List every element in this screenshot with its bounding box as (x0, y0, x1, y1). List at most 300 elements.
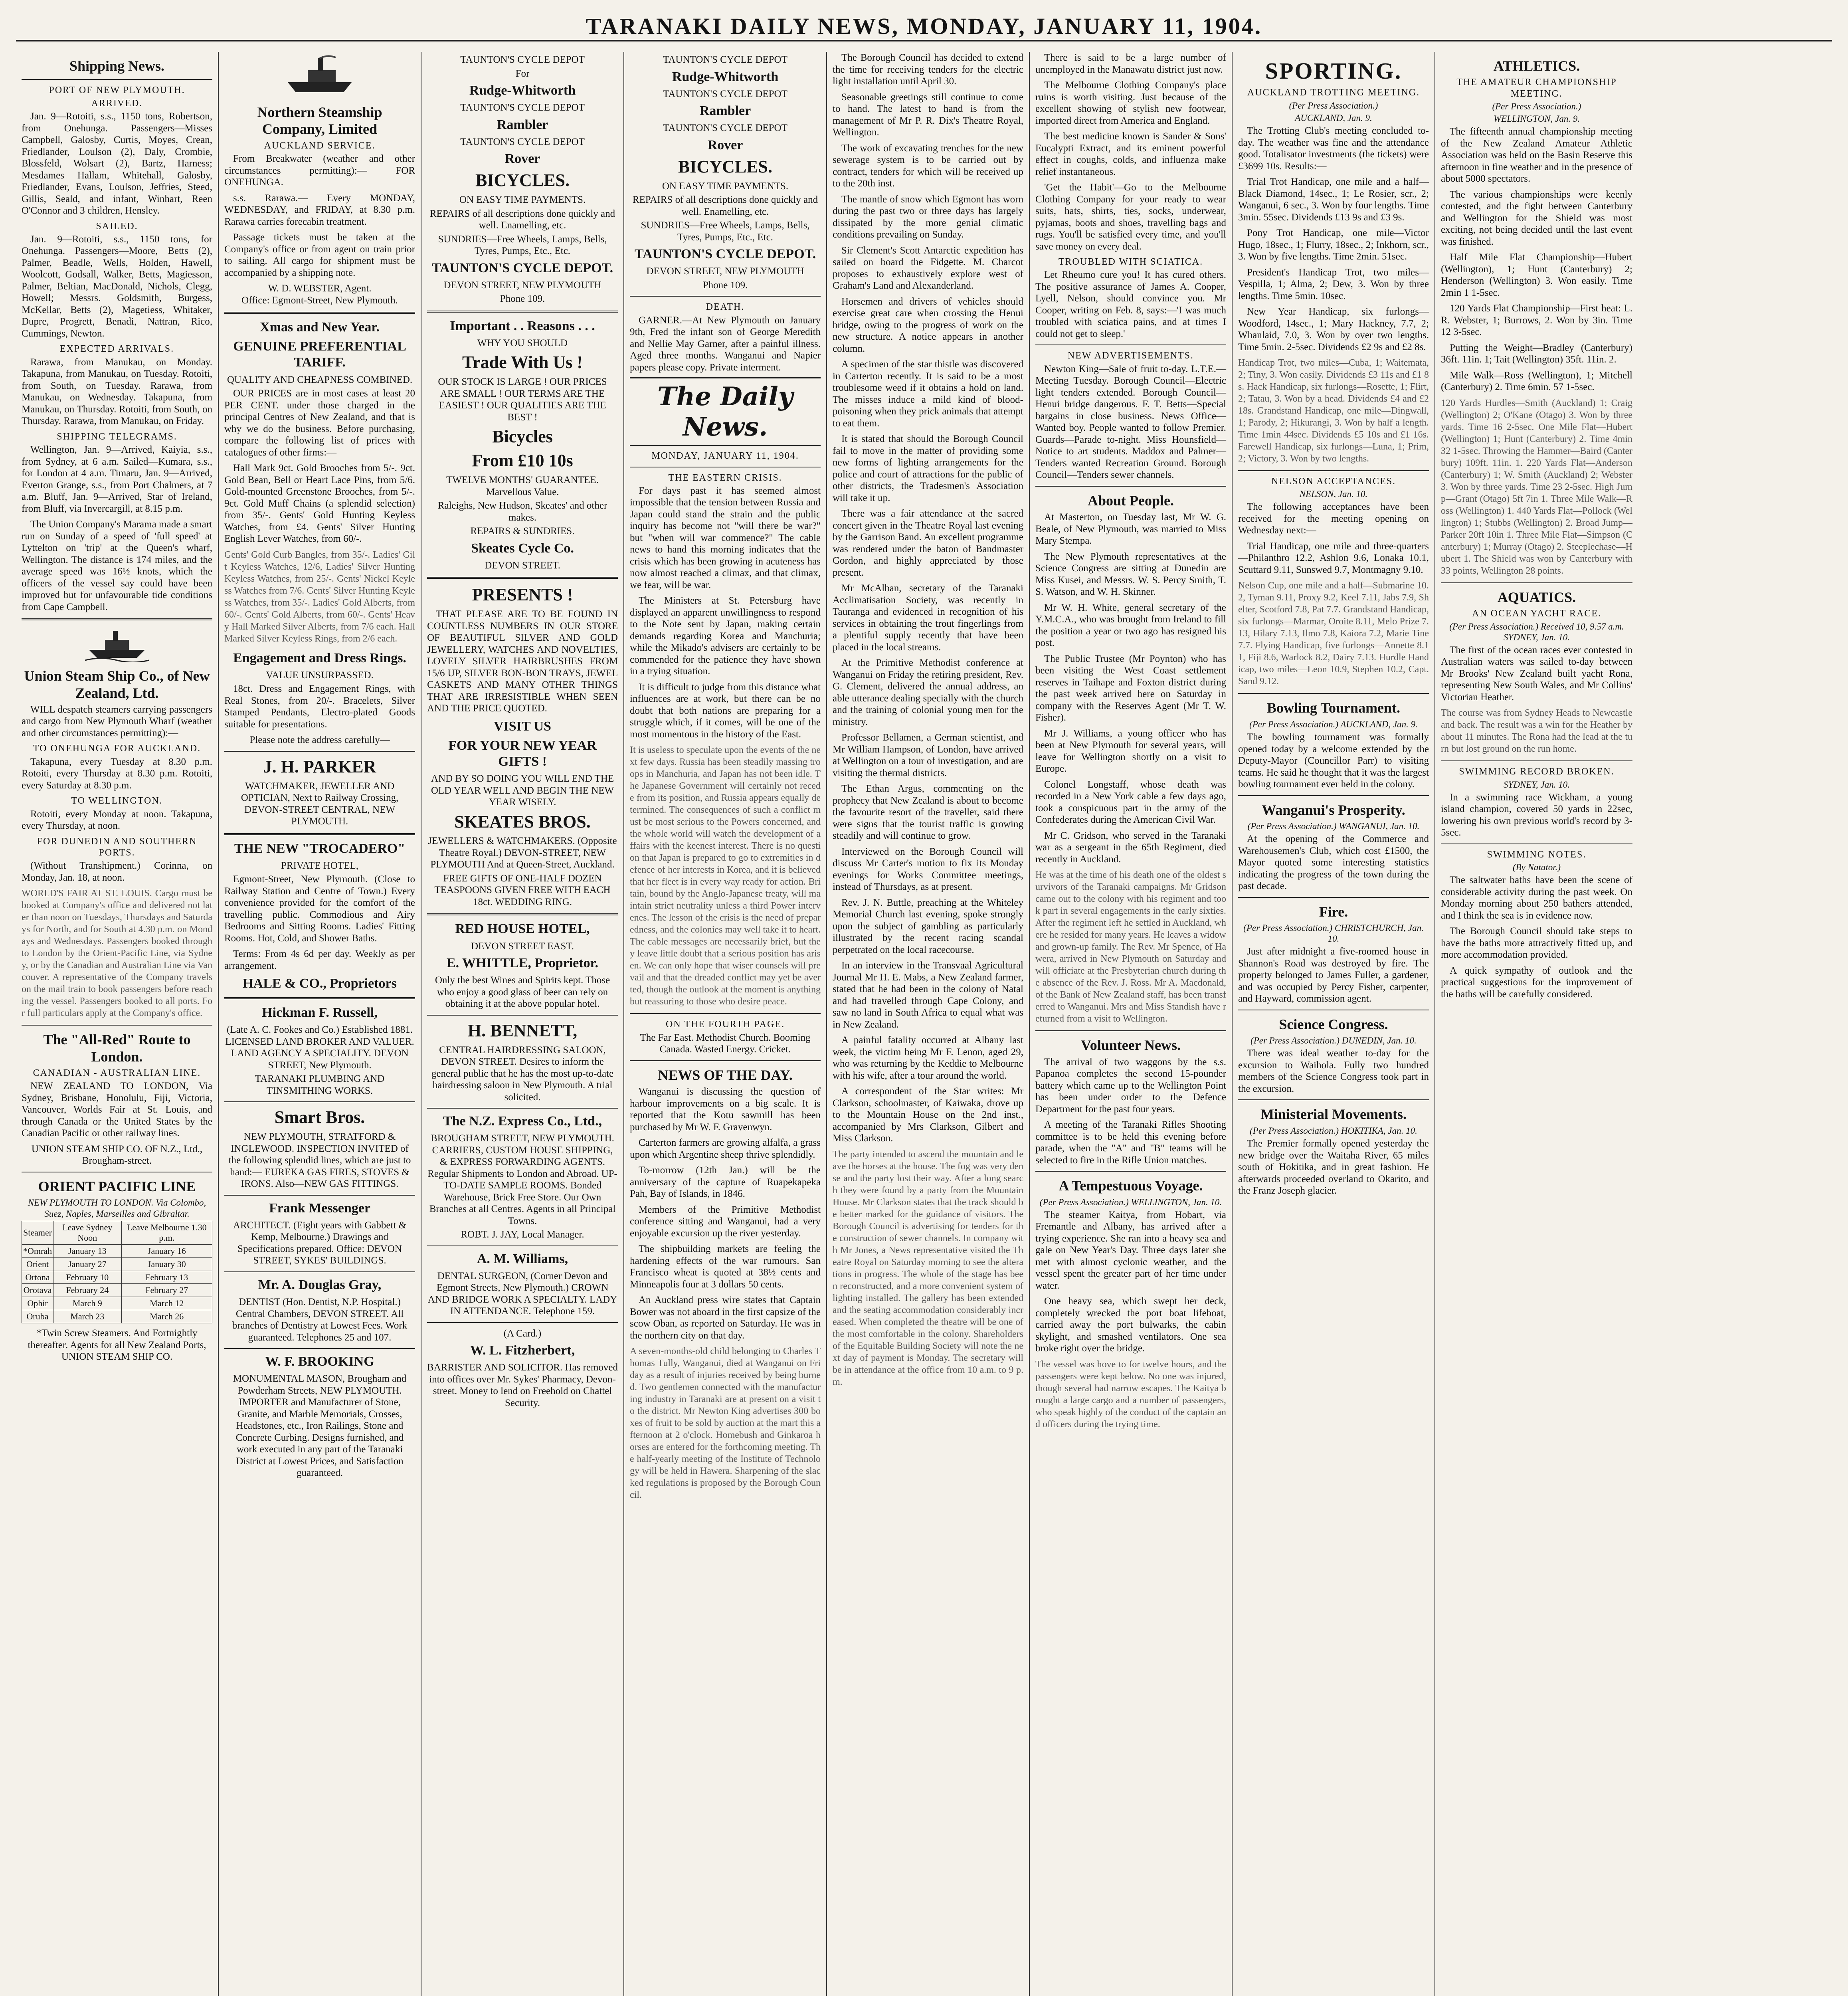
athletics-heading: ATHLETICS. (1493, 58, 1580, 74)
table-row (22, 1257, 212, 1271)
volunteer-paragraph: A meeting of the Taranaki Rifles Shooting committee is to be held this evening before parade, when the "A" and "B" teams will be selected to fire in the Rifle Union matches. (1035, 1119, 1226, 1166)
allred-title: The "All-Red" Route to London. (43, 1032, 191, 1065)
ministerial-heading: Ministerial Movements. (1260, 1106, 1407, 1123)
price-list-filler: Gents' Gold Curb Bangles, from 35/-. Ladies' Gilt Keyless Watches, 12/6, Ladies' Silver Hunting Keyless Watches, from 25/-. Gents' Nickel Keyless Watches from 7/6. Gents' Silver Hunting Keyless Watches, from 35/-. Ladies' Gold Alberts, from 60/-. Gents' Gold Alberts, from 60/-. Gents' Heavy Hall Marked Silver Alberts, from 7/6 each. Hall Marked Silver Keyless Rings, from 2/6 each. (224, 549, 415, 644)
orient-foot: *Twin Screw Steamers. And Fortnightly thereafter. Agents for all New Zealand Ports, UNION STEAM SHIP CO. (28, 1328, 206, 1362)
bicycles-heading: BICYCLES. (678, 156, 772, 176)
tempest-paragraph: The steamer Kaitya, from Hobart, via Fremantle and Albany, has arrived after a trying experience. She ran into a heavy sea and gale on New Year's Day. Three days later she met with almost cyclonic weather, and the vessel spent the greater part of her time under water. (1035, 1209, 1226, 1291)
news-paragraph: The Melbourne Clothing Company's place ruins is worth visiting. Just because of the excellent showing of stylish new footwear, imported direct from America and England. (1035, 80, 1226, 126)
news-paragraph: Members of the Primitive Methodist conference sitting and Wanganui, had a very enjoyable excursion up the river yesterday. (630, 1204, 821, 1239)
nsc-title: Northern Steamship Company, Limited (257, 104, 382, 137)
table-cell: February 10 (53, 1271, 121, 1284)
dateline: (Per Press Association.) AUCKLAND, Jan. 9. (1249, 719, 1418, 729)
dateline: (Per Press Association.) DUNEDIN, Jan. 10. (1250, 1036, 1417, 1046)
repairs-line: REPAIRS of all descriptions done quickly and well. Enamelling, etc. (429, 208, 615, 231)
news-paragraph: The shipbuilding markets are feeling the hardening effects of the war rumours. San Francisco wheat is quoted at 38½ cents and Minneapolis four at 3 dollars 50 cents. (630, 1244, 821, 1290)
new-ads-heading: NEW ADVERTISEMENTS. (1067, 350, 1194, 361)
divider (22, 618, 212, 620)
sport-paragraph: The fifteenth annual championship meeting of the New Zealand Amateur Athletic Association was held on the Basin Reserve this afternoon in fine weather and in the presence of about 5000 spectators. (1441, 126, 1632, 184)
divider (224, 1101, 415, 1102)
new-ads-list: Newton King—Sale of fruit to-day. L.T.E.—Meeting Tuesday. Borough Council—Electric light tenders extended. Borough Council—Henui bridge dangerous. F. T. Betts—Special bargains in close business. News Office—Wanted boy. People wanted to follow Premier. Guards—Parade to-night. Miss Hounsfield—Notice to art students. Maddox and Palmer—Tenders wanted Recreation Ground. Borough Council—Tenders sewer channels. (1035, 363, 1226, 481)
table-cell: February 27 (121, 1284, 212, 1297)
tempest-heading: A Tempestuous Voyage. (1059, 1178, 1203, 1194)
table-cell: *Omrah (22, 1244, 53, 1257)
free-gift: FREE GIFTS OF ONE-HALF DOZEN TEASPOONS GIVEN FREE WITH EACH 18ct. WEDDING RING. (434, 873, 611, 907)
issue-date: MONDAY, JANUARY 11, 1904. (651, 451, 799, 461)
value-body: 18ct. Dress and Engagement Rings, with Real Stones, from 20/-. Bracelets, Silver Stamped Pendants, Electro-plated Goods suitable for presentations. (224, 683, 415, 730)
column-ads-1 (219, 52, 421, 1996)
table-row (22, 1271, 212, 1284)
engagement-rings: Engagement and Dress Rings. (233, 650, 406, 665)
union-body: WILL despatch steamers carrying passengers and cargo from New Plymouth Wharf (weather and other circumstances permitting):— (22, 704, 212, 739)
sport-paragraph: The bowling tournament was formally opened today by a welcome extended by the Deputy-Mayor (Councillor Parr) to visiting teams. He said he thought that it was the largest bowling tournament ever held in the colony. (1238, 732, 1429, 790)
guarantee-line: TWELVE MONTHS' GUARANTEE. Marvellous Value. (446, 475, 599, 497)
presents-title: PRESENTS ! (472, 585, 573, 605)
rudge-brand: Rudge-Whitworth (469, 83, 576, 98)
table-row (22, 1244, 212, 1257)
column-athletics (1435, 52, 1638, 1996)
people-paragraph: At Masterton, on Tuesday last, Mr W. G. Beale, of New Plymouth, was married to Miss Mary Stempa. (1035, 512, 1226, 547)
repairs-sundries: REPAIRS & SUNDRIES. (470, 526, 575, 537)
table-header: Leave Melbourne 1.30 p.m. (121, 1221, 212, 1244)
news-paragraph: The Premier formally opened yesterday the new bridge over the Waitaha River, 65 miles south of Hokitika, and in great fashion. He afterwards proceeded overland to Okarito, and the Franz Joseph glacier. (1238, 1138, 1429, 1196)
dateline: AUCKLAND, Jan. 9. (1295, 113, 1372, 123)
table-cell: January 30 (121, 1257, 212, 1271)
rudge-brand: Rudge-Whitworth (672, 69, 779, 84)
people-filler: He was at the time of his death one of the oldest survivors of the Taranaki campaigns. Mr Gridson came out to the colony with his regiment and took part in several engagements in the early sixties. After the regiment left he settled in Auckland, where he resided for many years. He leaves a widow and grown-up family. The Rev. Mr Spence, of Hawera, arrived in New Plymouth on Saturday and will officiate at the Presbyterian church during the absence of the Rev. J. Ross. Mr A. Macdonald, of the Bank of New Zealand staff, has been transferred to Wanganui. Mrs and Miss Standish have returned from a visit to Wellington. (1035, 870, 1226, 1024)
address-note: Please note the address carefully— (249, 735, 390, 746)
divider (630, 296, 821, 297)
port-heading: PORT OF NEW PLYMOUTH. (49, 85, 185, 96)
sport-paragraph: 120 Yards Flat Championship—First heat: L. R. Webster, 1; Burrows, 2. Won by 3in. Time 12 3-5sec. (1441, 303, 1632, 338)
rover-brand: Rover (505, 151, 540, 166)
onehunga-body: Takapuna, every Tuesday at 8.30 p.m. Rotoiti, every Thursday at 8.30 p.m. Rotoiti, every Saturday at 8.30 p.m. (22, 756, 212, 791)
taunton-depot: TAUNTON'S CYCLE DEPOT. (634, 247, 816, 262)
rover-brand: Rover (707, 137, 743, 152)
gray-body: DENTIST (Hon. Dentist, N.P. Hospital.) Central Chambers, DEVON STREET. All branches of Dentistry at Lowest Fees. Work guaranteed. Telephones 25 and 107. (232, 1297, 408, 1343)
williams-title: A. M. Williams, (477, 1251, 568, 1266)
sailing-schedule (22, 1221, 212, 1324)
devon-street: DEVON STREET. (485, 560, 560, 571)
news-paragraph: It is stated that should the Borough Council fail to move in the matter of providing some new forms of lighting arrangements for the police and court of attractions for the public of other districts, the Tradesmen's Association will take it up. (833, 434, 1023, 503)
shipping-filler: WORLD'S FAIR AT ST. LOUIS. Cargo must be booked at Company's office and delivered not later than noon on Tuesdays, Thursdays and Saturdays for North, and for South at 4.30 p.m. on Mondays and Wednesdays. Passengers booked through to London by the Orient-Pacific Line, via Sydney, or by the Canadian and Australian Line via Vancouver. A representative of the Company travels on the mail train to book passengers before reaching the vessel. Passengers booked to all ports. For full particulars apply at the Company's office. (22, 888, 212, 1019)
death-notice: GARNER.—At New Plymouth on January 9th, Fred the infant son of George Meredith and Nellie May Garner, after a painful illness. Aged three months. Wanganui and Napier papers please copy. Private interment. (630, 315, 821, 373)
union-title: Union Steam Ship Co., of New Zealand, Ltd. (24, 668, 210, 701)
trocadero-terms: Terms: From 4s 6d per day. Weekly as per arrangement. (224, 948, 415, 971)
table-header: Leave Sydney Noon (53, 1221, 121, 1244)
daily-news-masthead: The Daily News. (630, 377, 821, 446)
skeates-cycle: Skeates Cycle Co. (471, 541, 574, 556)
important-reasons: Important . . Reasons . . . (450, 318, 595, 333)
dateline: NELSON, Jan. 10. (1299, 489, 1368, 499)
news-filler: A seven-months-old child belonging to Charles Thomas Tully, Wanganui, died at Wanganui on Friday as a result of injuries received by being burned. Two gentlemen connected with the manufacturing industry in Taranaki are at present on a visit to the district. Mr Newton King advertises 300 boxes of fruit to be sold by auction at the mart this afternoon at 2 o'clock. Homebush and Ginkaroa horses are entered for the forthcoming meeting. The half-yearly meeting of the Institute of Technology will be held in Hawera. Sharpening of the slacked regulations is proposed by the Borough Council. (630, 1346, 821, 1501)
orient-title: ORIENT PACIFIC LINE (38, 1178, 196, 1194)
makes-line: Raleighs, New Hudson, Skeates' and other makes. (437, 500, 607, 523)
xmas-body: OUR PRICES are in most cases at least 20 PER CENT. under those charged in the principal Centres of New Zealand, and that is why we do the business. Before purchasing, compare the following list of prices with catalogues of other firms:— (224, 388, 415, 458)
table-cell: February 24 (53, 1284, 121, 1297)
red-house-hotel: RED HOUSE HOTEL, (455, 921, 590, 937)
divider (1238, 897, 1429, 898)
shipping-heading: Shipping News. (69, 58, 165, 74)
yacht-race-heading: AN OCEAN YACHT RACE. (1472, 608, 1601, 619)
taunton-address: DEVON STREET, NEW PLYMOUTH (443, 279, 601, 291)
swimming-record-heading: SWIMMING RECORD BROKEN. (1459, 766, 1615, 777)
sundries-line: SUNDRIES—Free Wheels, Lamps, Bells, Tyres, Pumps, Etc., Etc. (641, 220, 810, 243)
table-cell: January 16 (121, 1244, 212, 1257)
nsc-body2: s.s. Rarawa.— Every MONDAY, WEDNESDAY, and FRIDAY, at 8.30 p.m. Rarawa carries forecabin treatment. (224, 192, 415, 227)
xmas-title: Xmas and New Year. (260, 320, 380, 335)
swimming-notes-heading: SWIMMING NOTES. (1487, 849, 1587, 860)
column-ads-2 (421, 52, 624, 1996)
dateline: (Per Press Association.) Received 10, 9.57 a.m. SYDNEY, Jan. 10. (1449, 621, 1624, 642)
table-row (22, 1221, 212, 1244)
trade-with-us: Trade With Us ! (462, 352, 583, 372)
bicycles-heading: BICYCLES. (475, 170, 570, 190)
red-house-address: DEVON STREET EAST. (471, 941, 574, 952)
divider (1441, 582, 1632, 583)
editorial-paragraph: The Ministers at St. Petersburg have displayed an apparent unwillingness to respond to the Note sent by Japan, making certain demands regarding Korea and Manchuria; while the Mikado's advisers are certainly to be commended for the patience they have shown in a trying situation. (630, 595, 821, 677)
sport-paragraph: In a swimming race Wickham, a young island champion, covered 50 yards in 22sec, lowering his own previous world's record by 3-5sec. (1441, 792, 1632, 838)
frank-title: Frank Messenger (269, 1200, 370, 1216)
hale-proprietors: HALE & CO., Proprietors (243, 976, 397, 991)
hickman-title: Hickman F. Russell, (262, 1005, 378, 1020)
taunton-phone: Phone 109. (500, 293, 545, 305)
news-paragraph: Carterton farmers are growing alfalfa, a grass upon which Argentine sheep thrive splendidly. (630, 1137, 821, 1160)
for-label: For (515, 68, 530, 79)
table-row (22, 1310, 212, 1323)
divider (224, 1348, 415, 1349)
visit-us: VISIT US (494, 719, 551, 734)
byline: (By Natator.) (1512, 862, 1561, 873)
divider (1441, 760, 1632, 761)
telegrams-text: Wellington, Jan. 9—Arrived, Kaiyia, s.s., from Sydney, at 6 a.m. Sailed—Kumara, s.s., for London at 4 a.m. Timaru, Jan. 9—Arrived, Everton Grange, s.s., from Port Chalmers, at 7 a.m. Bluff, Jan. 9—Arrived, Star of Ireland, from Bluff, via Invercargill, at 8.15 p.m. (22, 444, 212, 514)
dateline: SYDNEY, Jan. 10. (1504, 779, 1570, 790)
column-people (1030, 52, 1233, 1996)
fourth-page-heading: ON THE FOURTH PAGE. (666, 1019, 785, 1030)
divider (224, 312, 415, 314)
parker-body: WATCHMAKER, JEWELLER AND OPTICIAN, Next to Railway Crossing, DEVON-STREET CENTRAL, NEW PLYMOUTH. (241, 780, 399, 827)
news-paragraph: The best medicine known is Sander & Sons' Eucalypti Extract, and its eminent powerful effect in coughs, colds, and influenza make relief instantaneous. (1035, 131, 1226, 177)
sporting-heading: SPORTING. (1265, 58, 1402, 84)
news-paragraph: A correspondent of the Star writes: Mr Clarkson, schoolmaster, of Kaiwaka, drove up to the Mountain House on the 2nd inst., accompanied by Mrs Clarkson, Gilbert and Miss Clarkson. (833, 1086, 1023, 1144)
cycle-depot: TAUNTON'S CYCLE DEPOT (663, 54, 787, 65)
nsc-agent: W. D. WEBSTER, Agent. (268, 283, 372, 294)
news-paragraph: The work of excavating trenches for the new sewerage system is to be carried out by contract, tenders for which will be received up to the 20th inst. (833, 143, 1023, 189)
whittle-body: Only the best Wines and Spirits kept. Those who enjoy a good glass of beer can rely on obtaining it at the above popular hotel. (435, 975, 610, 1010)
dateline: (Per Press Association.) HOKITIKA, Jan. 10. (1250, 1125, 1417, 1136)
championship-heading: THE AMATEUR CHAMPIONSHIP MEETING. (1456, 77, 1617, 99)
wellington-heading: TO WELLINGTON. (71, 796, 163, 806)
table-cell: Oruba (22, 1310, 53, 1323)
acceptances-filler: Nelson Cup, one mile and a half—Submarine 10.2, Tyman 9.11, Proxy 9.2, Keel 7.11, Jabs 7.9, Shelter, Scotford 7.8, Pat 7.7. Grandstand Handicap, six furlongs—Marmar, Oroite 8.11, Melo Prize 7.13, Hilary 7.13, Ilmo 7.8, Kaiora 7.2, Marie Tine 7.7. Flying Handicap, five furlongs—Annette 8.11, Fiji 8.6, Warlock 8.2, Dairy 7.13. Hurdle Handicap, two miles—Leon 10.9, Stephen 10.2, Capt. Sand 9.12. (1238, 580, 1429, 687)
expected-text: Rarawa, from Manukau, on Monday. Takapuna, from Manukau, on Tuesday. Rotoiti, from South, on Tuesday. Rarawa, from Manukau, on Wednesday. Takapuna, from Manukau, on Thursday. Rotoiti, from South, on Thursday. Rarawa, from Manukau, on Friday. (22, 356, 212, 427)
why-line: WHY YOU SHOULD (477, 337, 568, 349)
editorial-filler: It is useless to speculate upon the events of the next few days. Russia has been steadily massing troops in Manchuria, and Japan has not been idle. The Japanese Government will certainly not recede from its position, and Russia appears equally determined. The consequences of such a conflict must be most serious to the Powers concerned, and the whole world will watch the development of affairs with the keenest interest. There is no question that Japan is prepared to go to extremities in defence of her interests in Korea, and it is believed that her fleet is in every way ready for action. Britain, bound by the Anglo-Japanese treaty, will maintain strict neutrality unless a third Power intervenes. The lesson of the crisis is the need of preparedness, and the colonies may well take it to heart. The cable messages are necessarily brief, but they leave little doubt that a serious position has arisen. We can only hope that wiser counsels will prevail and that the dreaded conflict may yet be averted, though the outlook at the moment is anything but reassuring to those who desire peace. (630, 745, 821, 1007)
divider (1035, 1030, 1226, 1031)
value-line: VALUE UNSURPASSED. (266, 669, 374, 681)
sport-paragraph: Trial Trot Handicap, one mile and a half—Black Diamond, 14sec., 1; Le Rosier, scr., 2; Wanganui, 6 sec., 3. Won by four lengths. Time 3min. 55sec. Dividends £13 9s and £3 9s. (1238, 176, 1429, 223)
news-paragraph: There is said to be a large number of unemployed in the Manawatu district just now. (1035, 52, 1226, 75)
sport-paragraph: Mile Walk—Ross (Wellington), 1; Mitchell (Canterbury) 2. Time 6min. 57 1-5sec. (1441, 370, 1632, 393)
sport-paragraph: Putting the Weight—Bradley (Canterbury) 36ft. 11in. 1; Tait (Wellington) 35ft. 11in. 2. (1441, 342, 1632, 365)
brooking-body: MONUMENTAL MASON, Brougham and Powderham Streets, NEW PLYMOUTH. IMPORTER and Manufacturer of Stone, Granite, and Marble Memorials, Crosses, Headstones, etc., Iron Railings, Stone and Concrete Curbing. Designs furnished, and work executed in any part of the Taranaki District at Lowest Prices, and Satisfaction guaranteed. (233, 1373, 407, 1479)
column-editorial (624, 52, 827, 1996)
sport-paragraph: The saltwater baths have been the scene of considerable activity during the past week. On Monday morning about 250 bathers attended, and I think the sea is in evidence now. (1441, 875, 1632, 921)
table-cell: March 12 (121, 1297, 212, 1310)
divider (630, 1060, 821, 1061)
people-paragraph: Mr W. H. White, general secretary of the Y.M.C.A., who was brought from Ireland to fill the position a year or two ago has resigned his post. (1035, 602, 1226, 649)
allred-body: NEW ZEALAND TO LONDON, Via Sydney, Brisbane, Honolulu, Fiji, Victoria, Vancouver, Worlds Fair at St. Louis, and through Canada or the United States by the Canadian Pacific or other railway lines. (22, 1081, 212, 1139)
skeates-bros: SKEATES BROS. (454, 812, 591, 832)
volunteer-paragraph: The arrival of two waggons by the s.s. Papanoa completes the second 15-pounder battery which came up to the Wellington Point has been under order to the Defence Department for the past four years. (1035, 1056, 1226, 1115)
news-paragraph: The Borough Council has decided to extend the time for receiving tenders for the electric light installation until April 30. (833, 52, 1023, 87)
news-paragraph: There was a fair attendance at the sacred concert given in the Theatre Royal last evening by the Garrison Band. An excellent programme was rendered under the baton of Bandmaster Gordon, and highly appreciated by those present. (833, 508, 1023, 578)
science-heading: Science Congress. (1279, 1016, 1388, 1032)
new-year-gifts: FOR YOUR NEW YEAR GIFTS ! (448, 738, 597, 769)
bennett-body: CENTRAL HAIRDRESSING SALOON, DEVON STREET. Desires to inform the general public that he has the most up-to-date hairdressing saloon in New Plymouth. A trial solicited. (431, 1044, 614, 1103)
tempest-dateline: (Per Press Association.) WELLINGTON, Jan. 10. (1039, 1197, 1222, 1207)
bicycles-title: Bicycles (492, 427, 553, 447)
news-paragraph: Professor Bellamen, a German scientist, and Mr William Hampson, of London, have arrived at Wellington on a tour of investigation, and are visiting the thermal districts. (833, 732, 1023, 778)
trocadero-title: THE NEW "TROCADERO" (234, 841, 406, 856)
table-cell: February 13 (121, 1271, 212, 1284)
divider (224, 1271, 415, 1272)
news-paragraph: Just after midnight a five-roomed house in Shannon's Road was destroyed by fire. The property belonged to James Fuller, a gardener, and was occupied by Percy Fisher, carpenter, and Hayward, commission agent. (1238, 946, 1429, 1004)
allred-foot: UNION STEAM SHIP CO. OF N.Z., Ltd., Brougham-street. (31, 1143, 203, 1166)
divider (224, 751, 415, 752)
news-paragraph: At the Primitive Methodist conference at Wanganui on Friday the retiring president, Rev. G. Clement, delivered the annual address, an able utterance dealing specially with the church and the training of colonial young men for the ministry. (833, 657, 1023, 727)
orient-sub: NEW PLYMOUTH TO LONDON. Via Colombo, Suez, Naples, Marseilles and Gibraltar. (28, 1198, 206, 1219)
news-paragraph: The mantle of snow which Egmont has worn during the past two or three days has largely dissipated by the more genial climatic conditions prevailing on Sunday. (833, 194, 1023, 240)
news-paragraph: Interviewed on the Borough Council will discuss Mr Carter's motion to fix its Monday evenings for Works Committee meetings, instead of Thursdays, as at present. (833, 846, 1023, 892)
divider (1035, 1171, 1226, 1172)
onehunga-heading: TO ONEHUNGA FOR AUCKLAND. (33, 743, 201, 754)
fitzherbert-body: BARRISTER AND SOLICITOR. Has removed into offices over Mr. Sykes' Pharmacy, Devon-street. Money to lend on Freehold on Chattel Security. (427, 1362, 618, 1408)
cycle-depot: TAUNTON'S CYCLE DEPOT (460, 102, 585, 113)
table-cell: March 9 (53, 1297, 121, 1310)
presents-body: THAT PLEASE ARE TO BE FOUND IN COUNTLESS NUMBERS IN OUR STORE OF BEAUTIFUL SILVER AND GOLD JEWELLERY, WATCHES AND NOVELTIES, LOVELY SILVER HAIRBRUSHES FROM 15/6 UP, SILVER BON-BON TRAYS, JEWEL CASKETS AND MANY OTHER THINGS THAT ARE IRRESISTIBLE WHEN SEEN AND THE PRICE QUOTED. (427, 609, 618, 714)
tempest-paragraph: One heavy sea, which swept her deck, completely wrecked the port boat lifeboat, carried away the port bulwarks, the cabin skylight, and smashed ventilators. One sea broke right over the bridge. (1035, 1296, 1226, 1354)
sailed-heading: SAILED. (96, 221, 138, 232)
hickman-body: (Late A. C. Fookes and Co.) Established 1881. LICENSED LAND BROKER AND VALUER. LAND AGENCY A SPECIALITY. DEVON STREET, New Plymouth. (225, 1024, 414, 1071)
table-cell: March 26 (121, 1310, 212, 1323)
nz-express-agent: ROBT. J. JAY, Local Manager. (461, 1229, 584, 1240)
easy-payments: ON EASY TIME PAYMENTS. (459, 194, 586, 206)
news-paragraph: A painful fatality occurred at Albany last week, the victim being Mr F. Lenon, aged 29, who was returning by the Keddie to Melbourne with his wife, after a tour around the world. (833, 1035, 1023, 1081)
parker-name: J. H. PARKER (263, 756, 376, 776)
news-of-the-day-heading: NEWS OF THE DAY. (658, 1067, 793, 1083)
wanganui-heading: Wanganui's Prosperity. (1262, 802, 1405, 818)
rambler-brand: Rambler (497, 117, 548, 132)
smart-body: NEW PLYMOUTH, STRATFORD & INGLEWOOD. INSPECTION INVITED of the following splendid lines, which are just to hand:— EUREKA GAS FIRES, STOVES & IRONS. Also—NEW GAS FITTINGS. (228, 1131, 411, 1190)
news-paragraph: An Auckland press wire states that Captain Bower was not aboard in the first capsize of the scow Oban, as reported on Saturday. He was in the northern city on that day. (630, 1295, 821, 1341)
masthead: TARANAKI DAILY NEWS, MONDAY, JANUARY 11, 1904. (16, 12, 1832, 42)
news-paragraph: Rev. J. N. Buttle, preaching at the Whiteley Memorial Church last evening, spoke strongly upon the subject of gambling as particularly illustrated by the recent racing scandal perpetrated on the local racecourse. (833, 897, 1023, 955)
news-paragraph: 'Get the Habit'—Go to the Melbourne Clothing Company for your ready to wear suits, hats, shirts, ties, socks, underwear, pyjamas, boots and shoes, travelling bags and rugs. You'll be satisfied every time, and you'll save money on every deal. (1035, 182, 1226, 252)
people-paragraph: The Public Trustee (Mr Poynton) who has been visiting the West Coast settlement reserves in Taihape and Foxton district during the past week arrived here on Saturday in company with the Reserves Agent (Mr T. W. Fisher). (1035, 653, 1226, 723)
death-heading: DEATH. (706, 302, 745, 313)
athletics-filler: 120 Yards Hurdles—Smith (Auckland) 1; Craig (Wellington) 2; O'Kane (Otago) 3. Won by three yards. Time 16 2-5sec. One Mile Flat—Hubert (Wellington) 1; Hunt (Canterbury) 2. Time 4min 32 1-5sec. Throwing the Hammer—Baird (Canterbury) 109ft. 11in. 1. 220 Yards Flat—Anderson (Canterbury) 1; W. Smith (Auckland) 2; Webster 3. Won by three yards. Time 23 2-5sec. High Jump—Grant (Otago) 5ft 7in 1. Three Mile Walk—Ross (Wellington) 1. 440 Yards Flat—Pollock (Wellington) 1; Stubbs (Wellington) 2. Broad Jump—Parker 20ft 10in 1. Three Mile Flat—Simpson (Canterbury) 1; Murray (Otago) 2. Steeplechase—Hubert 1. The Shield was won by Canterbury with 33 points, Wellington 28 points. (1441, 398, 1632, 576)
dateline: (Per Press Association.) WANGANUI, Jan. 10. (1247, 821, 1420, 831)
repairs-line: REPAIRS of all descriptions done quickly and well. Enamelling, etc. (632, 194, 818, 217)
news-paragraph: In an interview in the Transvaal Agricultural Journal Mr H. E. Mabs, a New Zealand farmer, stated that he had been in the colony of Natal and had travelled through Cape Colony, and saw no land in South Africa to equal what was in New Zealand. (833, 960, 1023, 1030)
divider (1238, 693, 1429, 694)
cycle-depot: TAUNTON'S CYCLE DEPOT (460, 136, 585, 147)
allred-sub: CANADIAN - AUSTRALIAN LINE. (33, 1068, 201, 1079)
easy-payments: ON EASY TIME PAYMENTS. (662, 180, 789, 192)
columns (16, 52, 1832, 1996)
aquatics-heading: AQUATICS. (1497, 589, 1576, 605)
sport-paragraph: President's Handicap Trot, two miles—Vespilla, 1; Alma, 2; Dew, 3. Won by three lengths. Time 5min. 10sec. (1238, 267, 1429, 301)
people-paragraph: The New Plymouth representatives at the Science Congress are sitting at Dunedin are Miss Kusei, and Messrs. W. S. Percy Smith, T. S. Watson, and W. H. Skinner. (1035, 551, 1226, 598)
divider (224, 997, 415, 999)
tempest-filler: The vessel was hove to for twelve hours, and the passengers were kept below. No one was injured, though several had narrow escapes. The Kaitya brought a large cargo and a number of passengers, who speak highly of the conduct of the captain and officers during the trying time. (1035, 1359, 1226, 1430)
news-paragraph: Seasonable greetings still continue to come to hand. The latest to hand is from the management of Mr P. R. Dix's Theatre Royal, Wellington. (833, 91, 1023, 138)
divider (427, 1015, 618, 1016)
reasons-list: OUR STOCK IS LARGE ! OUR PRICES ARE SMALL ! OUR TERMS ARE THE EASIEST ! OUR QUALITIES ARE THE BEST ! (438, 376, 607, 423)
news-paragraph: At the opening of the Commerce and Warehousemen's Club, which cost £1500, the Mayor quoted some interesting statistics indicating the progress of the town during the past decade. (1238, 834, 1429, 892)
divider (427, 913, 618, 915)
nz-express-body: BROUGHAM STREET, NEW PLYMOUTH. CARRIERS, CUSTOM HOUSE SHIPPING, & EXPRESS FORWARDING AGENTS. Regular Shipments to London and Abroad. UP-TO-DATE SAMPLE ROOMS. Bonded Warehouse, Brick Free Store. Our Own Branches at all Centres. Agents in all Principal Towns. (427, 1133, 617, 1226)
press-credit: (Per Press Association.) (1492, 101, 1581, 112)
table-row (22, 1284, 212, 1297)
quality-line: QUALITY AND CHEAPNESS COMBINED. (227, 374, 413, 385)
trocadero-sub: PRIVATE HOTEL, (281, 860, 358, 871)
cycle-depot: TAUNTON'S CYCLE DEPOT (663, 88, 787, 99)
sport-paragraph: The various championships were keenly contested, and the fight between Canterbury and Wellington for the Shield was most exciting, not being decided until the last event was finished. (1441, 189, 1632, 247)
ship-emblem-icon (22, 626, 212, 662)
table-cell: Ortona (22, 1271, 53, 1284)
bowling-heading: Bowling Tournament. (1266, 700, 1401, 716)
card-label: (A Card.) (503, 1328, 542, 1339)
expected-heading: EXPECTED ARRIVALS. (59, 344, 174, 354)
telegrams-heading: SHIPPING TELEGRAMS. (57, 431, 177, 442)
divider (1035, 486, 1226, 487)
sundries-line: SUNDRIES—Free Wheels, Lamps, Bells, Tyres, Pumps, Etc., Etc. (438, 234, 607, 257)
rambler-brand: Rambler (699, 103, 751, 119)
results-filler: Handicap Trot, two miles—Cuba, 1; Waitemata, 2; Tiny, 3. Won easily. Dividends £3 11s and £1 8s. Hack Handicap, six furlongs—Rosette, 1; Flirt, 2; Tatau, 3. Won by a head. Dividends £4 and £2 18s. Grandstand Handicap, one mile—Dingwall, 1; Parody, 2; Hikurangi, 3. Won by half a length. Time 1min 44sec. Dividends £5 10s and £1 16s. Farewell Handicap, six furlongs—Luna, 1; Prim, 2; Victory, 3. Won by two lengths. (1238, 358, 1429, 464)
divider (427, 1108, 618, 1109)
divider (22, 79, 212, 80)
sport-paragraph: The following acceptances have been received for the meeting opening on Wednesday next:— (1238, 501, 1429, 536)
troubled-heading: TROUBLED WITH SCIATICA. (1058, 257, 1203, 267)
divider (1238, 470, 1429, 471)
editorial-paragraph: It is difficult to judge from this distance what influences are at work, but there can be no doubt that both nations are preparing for a struggle which, if it comes, will be one of the most momentous in the history of the East. (630, 681, 821, 740)
xmas-list: Hall Mark 9ct. Gold Brooches from 5/-. 9ct. Gold Bean, Bell or Heart Lace Pins, from 5/6. Gold-mounted Greenstone Brooches, from 5/-. 9ct. Gold Muff Chains (a splendid selection) from 35/-. Gents' Gold Hunting Keyless Watches, from £4. Gents' Silver Hunting English Lever Watches, from 60/-. (224, 463, 415, 545)
yacht-filler: The course was from Sydney Heads to Newcastle and back. The result was a win for the Heather by about 11 minutes. The Rona had the lead at the turn but lost ground on the run home. (1441, 708, 1632, 754)
editorial-paragraph: For days past it has seemed almost impossible that the tension between Russia and Japan could stand the strain and the public inquiry has become not "will there be war?" but "when will war commence?" The cable news to hand this morning indicates that the crisis which has been growing in acuteness has now almost reached a climax, and that climax, we fear, will be war. (630, 485, 821, 590)
news-paragraph: Sir Clement's Scott Antarctic expedition has sailed on board the Fidgette. M. Charcot proposes to exhaustively explore west of Graham's Land and Alexanderland. (833, 245, 1023, 291)
arrived-heading: ARRIVED. (91, 98, 143, 109)
news-paragraph: Wanganui is discussing the question of harbour improvements on a big scale. It is reported that the Kotu sawmill has been purchased by Mr W. F. Gravenwyn. (630, 1086, 821, 1133)
new-year-body: AND BY SO DOING YOU WILL END THE OLD YEAR WELL AND BEGIN THE NEW YEAR WISELY. (431, 773, 614, 808)
nz-express-title: The N.Z. Express Co., Ltd., (443, 1114, 602, 1129)
fourth-page-list: The Far East. Methodist Church. Booming Canada. Wasted Energy. Cricket. (640, 1032, 811, 1055)
taunton-address: DEVON STREET, NEW PLYMOUTH (646, 266, 804, 277)
wellington-body: Rotoiti, every Monday at noon. Takapuna, every Thursday, at noon. (22, 808, 212, 832)
table-cell: January 13 (53, 1244, 121, 1257)
dateline: WELLINGTON, Jan. 9. (1493, 114, 1580, 124)
divider (630, 1013, 821, 1014)
news-paragraph: Mr McAlban, secretary of the Taranaki Acclimatisation Society, was recently in Tauranga and evidenced in recognition of his services in obtaining the trout fingerlings from a plentiful supply recently that have been placed in the local streams. (833, 583, 1023, 653)
people-paragraph: Colonel Longstaff, whose death was recorded in a New York cable a few days ago, took a conspicuous part in the army of the Confederates during the American Civil War. (1035, 779, 1226, 826)
sport-paragraph: Trial Handicap, one mile and three-quarters—Philanthro 12.2, Ashlon 9.6, Lonaka 10.1, Scuttard 9.11, Sunswed 9.7, Montmagny 9.10. (1238, 541, 1429, 575)
fire-heading: Fire. (1319, 903, 1348, 920)
sport-paragraph: Half Mile Flat Championship—Hubert (Wellington), 1; Hunt (Canterbury) 2; Henderson (Wellington) 3. Won easily. Time 2min 1 1-5sec. (1441, 252, 1632, 298)
news-paragraph: There was ideal weather to-day for the excursion to Waihola. Fully two hundred members of the Science Congress took part in the excursion. (1238, 1048, 1429, 1094)
genuine-tariff: GENUINE PREFERENTIAL TARIFF. (233, 339, 406, 370)
steamship-emblem-icon (224, 54, 415, 98)
arrived-text: Jan. 9—Rotoiti, s.s., 1150 tons, Robertson, from Onehunga. Passengers—Misses Campbell, Galosby, Curtis, Moyes, Crean, Friedlander, Loulson (2), Daly, Crombie, Blossfeld, Wolsart (2), Bartz, Harness; Mesdames Hallam, Whitehall, Galosby, Friedlander, Evans, Loulson, Jeffries, Steed, Gillis, Seald, and infant, Winhart, Reen O'Connor and 3 children, Hensley. (22, 111, 212, 216)
tinsmith-line: TARANAKI PLUMBING AND TINSMITHING WORKS. (255, 1073, 385, 1096)
cycle-depot: TAUNTON'S CYCLE DEPOT (663, 123, 787, 134)
divider (224, 1195, 415, 1196)
trotting-heading: AUCKLAND TROTTING MEETING. (1247, 87, 1420, 98)
about-people-heading: About People. (1088, 492, 1174, 509)
column-local-news (827, 52, 1030, 1996)
nsc-body: From Breakwater (weather and other circumstances permitting):— FOR ONEHUNGA. (224, 153, 415, 188)
divider (427, 311, 618, 313)
divider (22, 1025, 212, 1026)
dunedin-heading: FOR DUNEDIN AND SOUTHERN PORTS. (37, 836, 197, 858)
eastern-crisis-heading: THE EASTERN CRISIS. (668, 472, 782, 483)
news-paragraph: Horsemen and drivers of vehicles should exercise great care when crossing the Henui bridge, owing to the progress of work on the new structure. A notice appears in another column. (833, 296, 1023, 354)
nelson-heading: NELSON ACCEPTANCES. (1271, 476, 1396, 487)
press-credit: (Per Press Association.) (1289, 100, 1378, 111)
skeates-body: JEWELLERS & WATCHMAKERS. (Opposite Theatre Royal.) DEVON-STREET, NEW PLYMOUTH And at Queen-Street, Auckland. (428, 836, 617, 870)
taunton-depot: TAUNTON'S CYCLE DEPOT. (431, 260, 613, 275)
trocadero-body: Egmont-Street, New Plymouth. (Close to Railway Station and Centre of Town.) Every convenience provided for the comfort of the travelling public. Commodious and Airy Bedrooms and Sitting Rooms. Ladies' Fitting Rooms. Hot, Cold, and Shower Baths. (224, 874, 415, 944)
people-paragraph: Mr J. Williams, a young officer who has been at New Plymouth for several years, will leave for Wellington shortly on a visit to Europe. (1035, 728, 1226, 774)
nsc-body3: Passage tickets must be taken at the Company's office or from agent on train prior to sailing. All cargo for shipment must be accompanied by a shipping note. (224, 232, 415, 278)
sport-paragraph: The first of the ocean races ever contested in Australian waters was sailed to-day between Mr Brooks' New Zealand built yacht Rona, representing New South Wales, and Mr Collins' Victorian Heather. (1441, 644, 1632, 703)
news-paragraph: To-morrow (12th Jan.) will be the anniversary of the capture of Ruapekapeka Pah, Bay of Islands, in 1846. (630, 1165, 821, 1200)
divider (224, 833, 415, 835)
smart-title: Smart Bros. (274, 1107, 365, 1127)
nsc-sub: AUCKLAND SERVICE. (264, 140, 376, 151)
taunton-phone: Phone 109. (702, 279, 748, 291)
local-news-filler: The party intended to ascend the mountain and leave the horses at the house. The fog was very dense and the party lost their way. After a long search they were found by a party from the Mountain House. Mr Clarkson states that the track should be better marked for the guidance of visitors. The Borough Council is advertising for tenders for the construction of sewer channels. In company with Mr Jones, a News representative visited the Theatre Royal on Saturday morning to see the alterations in progress. The whole of the stage has been reconstructed, and a more convenient system of lighting installed. The gallery has been extended and the seating accommodation considerably increased. When completed the theatre will be one of the most comfortable in the colony. Shareholders of the Equitable Building Society will note the next day of payment is Monday. The secretary will be in attendance at the office from 10 a.m. to 9 p.m. (833, 1149, 1023, 1387)
table-cell: March 23 (53, 1310, 121, 1323)
williams-body: DENTAL SURGEON, (Corner Devon and Egmont Streets, New Plymouth.) CROWN AND BRIDGE WORK A SPECIALTY. LADY IN ATTENDANCE. Telephone 159. (427, 1270, 617, 1317)
table-cell: Ophir (22, 1297, 53, 1310)
brooking-title: W. F. BROOKING (265, 1354, 374, 1369)
cycle-depot: TAUNTON'S CYCLE DEPOT (460, 54, 585, 65)
sport-paragraph: A quick sympathy of outlook and the practical suggestions for the improvement of the baths will be carefully considered. (1441, 965, 1632, 1000)
dateline: (Per Press Association.) CHRISTCHURCH, Jan. 10. (1243, 923, 1424, 944)
news-paragraph: The Ethan Argus, commenting on the prophecy that New Zealand is about to become the favourite resort of the traveller, said there were signs that the tourist traffic is growing steadily and will continue to grow. (833, 783, 1023, 841)
column-shipping (16, 52, 219, 1996)
bennett-title: H. BENNETT, (467, 1020, 578, 1040)
sport-paragraph: The Trotting Club's meeting concluded to-day. The weather was fine and the attendance good. Totalisator investments (the tickets) were £3699 10s. Results:— (1238, 125, 1429, 172)
table-header: Steamer (22, 1221, 53, 1244)
dunedin-body: (Without Transhipment.) Corinna, on Monday, Jan. 18, at noon. (22, 860, 212, 883)
news-paragraph: Let Rheumo cure you! It has cured others. The positive assurance of James A. Cooper, Lyell, Nelson, should convince you. Mr Cooper, writing on Feb. 8, says:—'I was much troubled with sciatica pains, and at times I could not get to sleep.' (1035, 269, 1226, 339)
sport-paragraph: Pony Trot Handicap, one mile—Victor Hugo, 18sec., 1; Flurry, 18sec., 2; Inkhorn, scr., 3. Won by five lengths. Time 2min. 51sec. (1238, 228, 1429, 262)
divider (427, 1322, 618, 1323)
table-cell: Orient (22, 1257, 53, 1271)
nsc-office: Office: Egmont-Street, New Plymouth. (241, 295, 398, 306)
price-from: From £10 10s (472, 451, 573, 471)
fitzherbert-title: W. L. Fitzherbert, (470, 1343, 575, 1358)
news-paragraph: A specimen of the star thistle was discovered in Carterton recently. It is said to be a most troublesome weed if it obtains a hold on land. The misses induce a mild kind of blood-poisoning when they prick animals that attempt to eat them. (833, 359, 1023, 429)
divider (427, 577, 618, 579)
table-cell: Orotava (22, 1284, 53, 1297)
table-row (22, 1297, 212, 1310)
gray-title: Mr. A. Douglas Gray, (258, 1277, 382, 1292)
volunteer-heading: Volunteer News. (1081, 1037, 1181, 1053)
marama-text: The Union Company's Marama made a smart run on Sunday of a speed of 'full speed' at Lyttelton on 'trip' at the Queen's wharf, Wellington. The distance is 174 miles, and the average speed was 16½ knots, which the officers of the vessel say could have been improved but for unfavourable tide conditions from Cape Campbell. (22, 519, 212, 612)
